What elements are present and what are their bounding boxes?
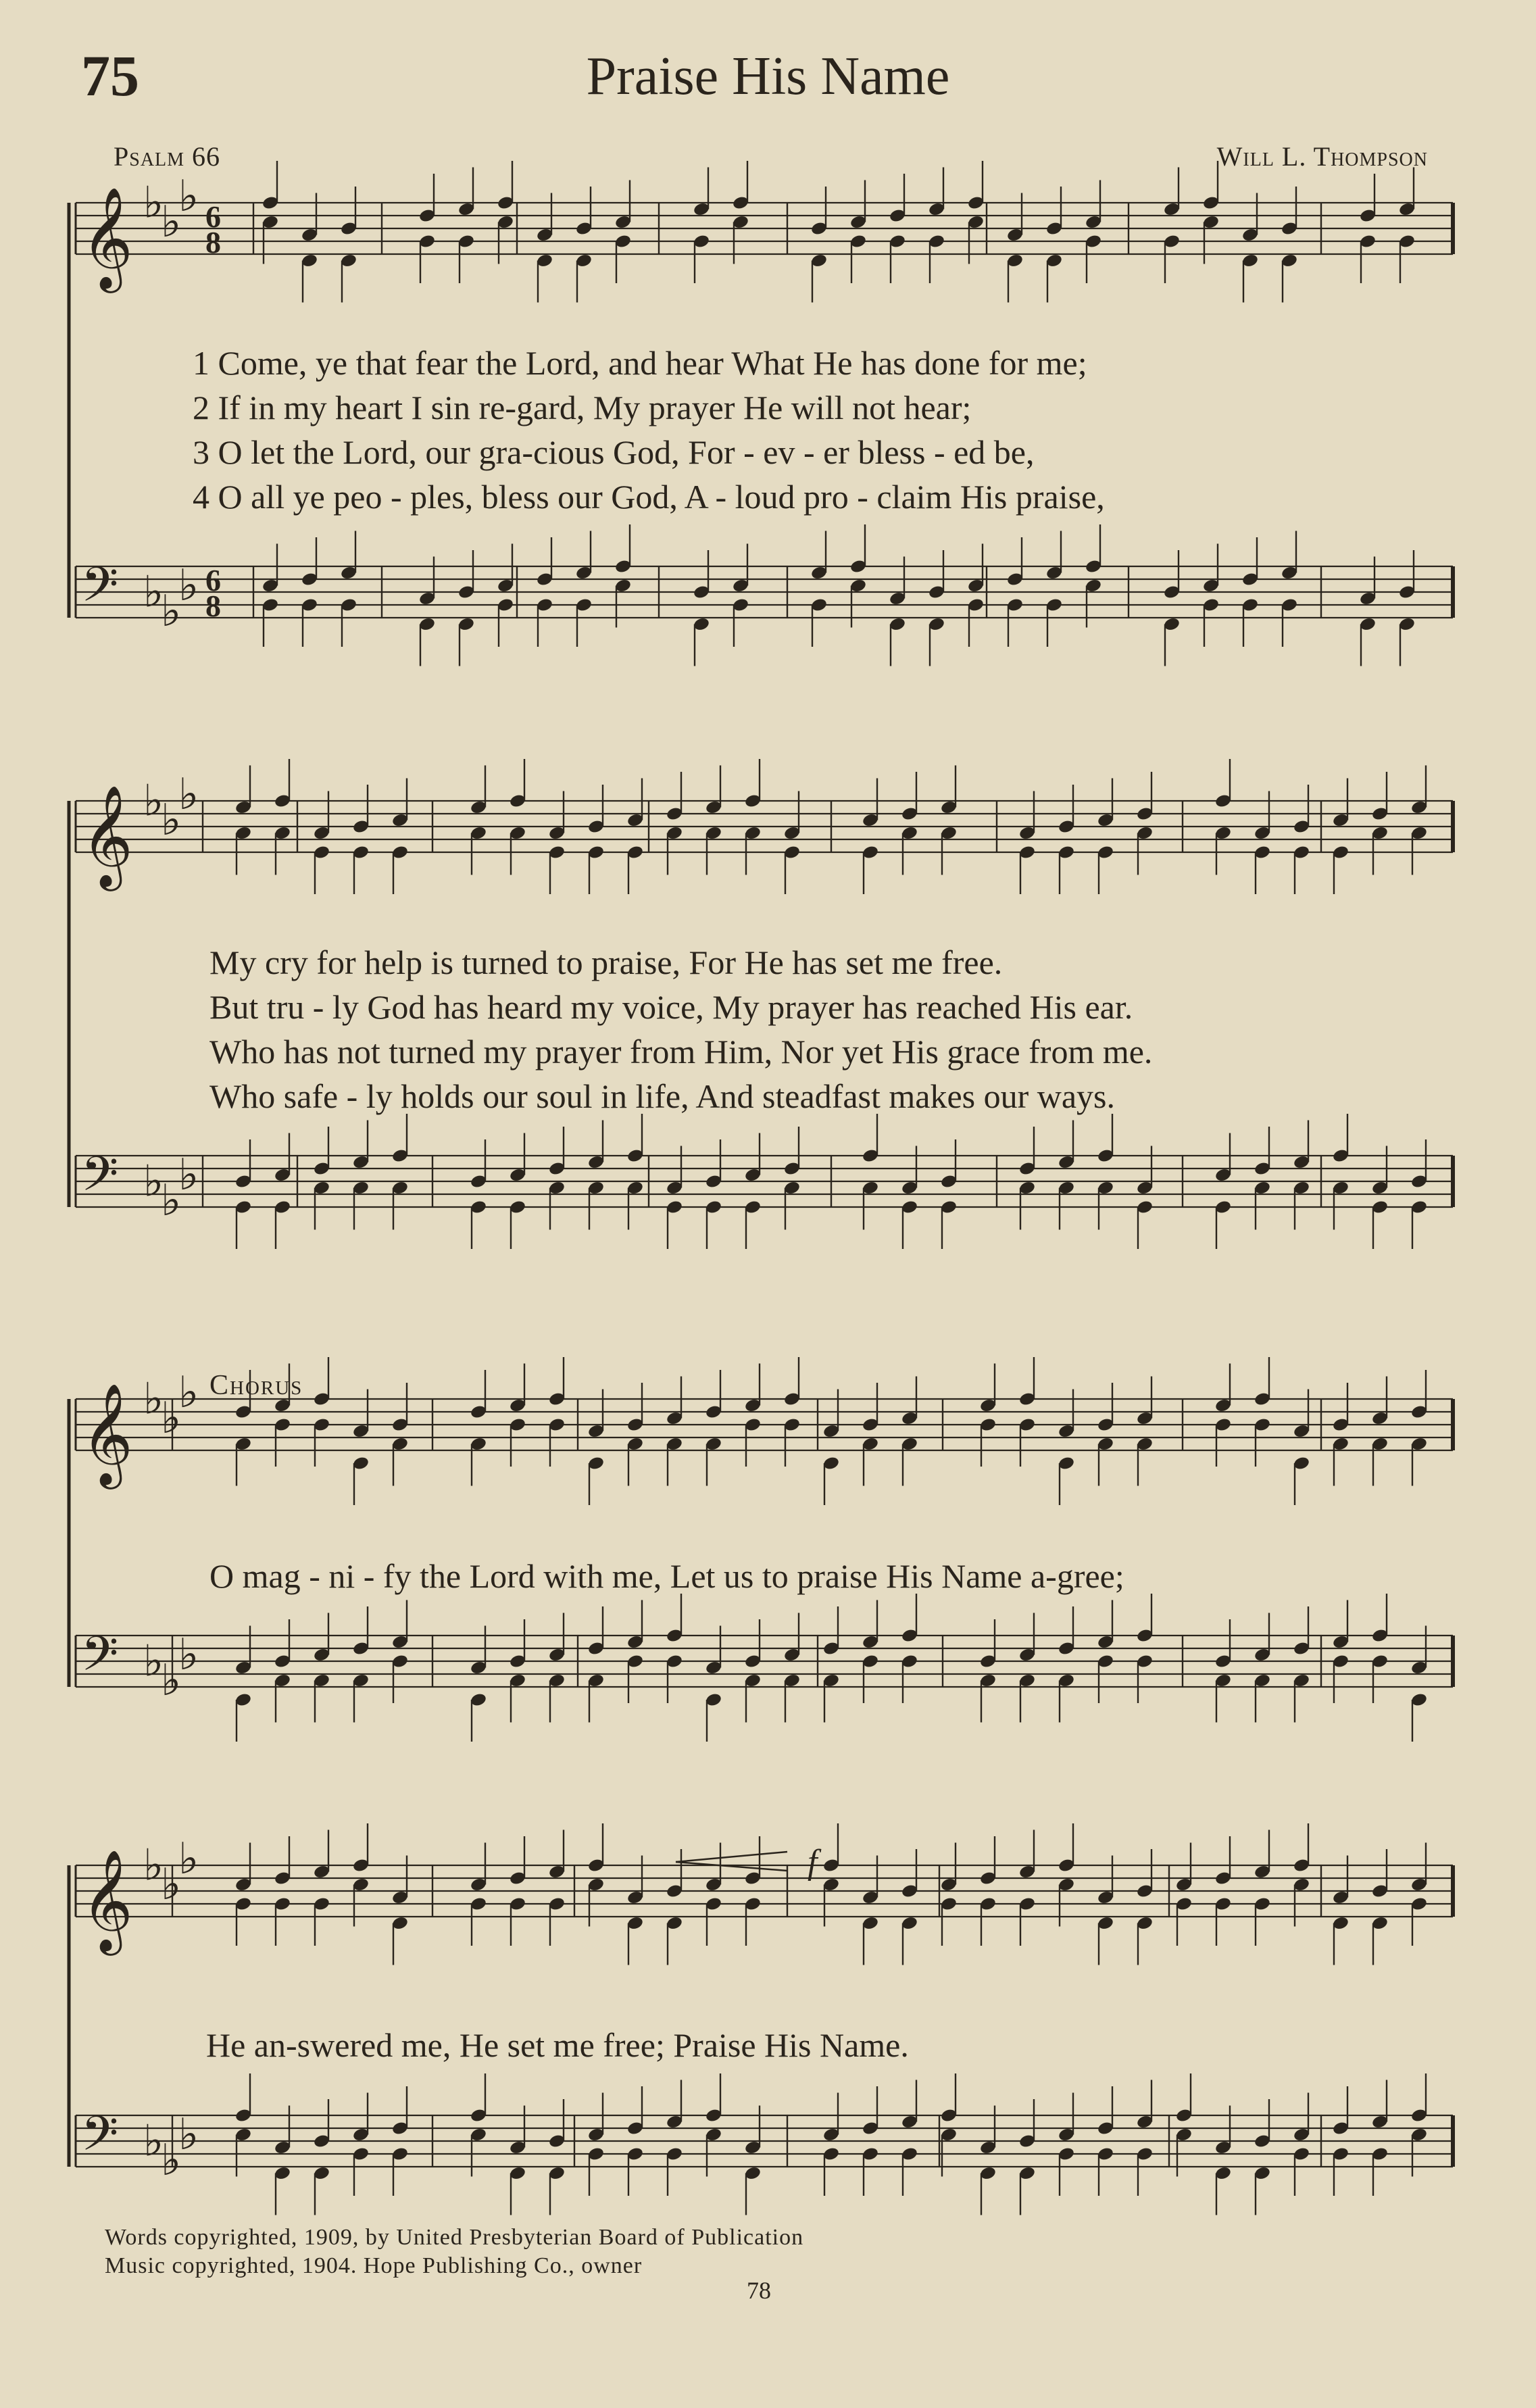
- hymn-title: Praise His Name: [586, 47, 950, 106]
- crescendo-hairpin: [676, 1862, 787, 1871]
- flat-sign-icon: ♭: [161, 795, 182, 845]
- flat-sign-icon: ♭: [178, 770, 199, 820]
- stanza-4-line-2: Who safe - ly holds our soul in life, And steadfast makes our ways.: [209, 1077, 1116, 1115]
- bass-clef-icon: 𝄢: [81, 557, 119, 624]
- treble-clef-icon: 𝄞: [81, 186, 133, 289]
- flat-sign-icon: ♭: [178, 1368, 199, 1418]
- treble-clef-icon: 𝄞: [81, 1382, 133, 1485]
- flat-sign-icon: ♭: [161, 587, 182, 637]
- time-signature-digit: 6: [205, 199, 221, 234]
- stanza-2-line-2: But tru - ly God has heard my voice, My prayer has reached His ear.: [209, 988, 1133, 1026]
- stanza-2-line-1: 2 If in my heart I sin re-gard, My prayer He will not hear;: [193, 389, 972, 426]
- flat-sign-icon: ♭: [143, 178, 164, 228]
- page-number: 78: [747, 2277, 771, 2304]
- treble-clef-icon: 𝄞: [81, 784, 133, 887]
- flat-sign-icon: ♭: [161, 1176, 182, 1226]
- words-source: Psalm 66: [114, 141, 221, 172]
- stanza-3-line-1: 3 O let the Lord, our gra-cious God, For - ev - er bless - ed be,: [193, 433, 1035, 471]
- flat-sign-icon: ♭: [161, 197, 182, 247]
- flat-sign-icon: ♭: [161, 1394, 182, 1444]
- bass-clef-icon: 𝄢: [81, 1146, 119, 1214]
- treble-clef-icon: 𝄞: [81, 1848, 133, 1951]
- chorus-line-1: O mag - ni - fy the Lord with me, Let us to praise His Name a-gree;: [209, 1557, 1124, 1595]
- flat-sign-icon: ♭: [143, 1374, 164, 1425]
- words-copyright: Words copyrighted, 1909, by United Presbyterian Board of Publication: [105, 2225, 804, 2250]
- flat-sign-icon: ♭: [143, 1156, 164, 1207]
- flat-sign-icon: ♭: [143, 1840, 164, 1891]
- flat-sign-icon: ♭: [178, 2110, 199, 2160]
- chorus-label: Chorus: [209, 1370, 303, 1401]
- stanza-3-line-2: Who has not turned my prayer from Him, Nor yet His grace from me.: [209, 1033, 1153, 1071]
- flat-sign-icon: ♭: [178, 561, 199, 611]
- flat-sign-icon: ♭: [143, 567, 164, 618]
- flat-sign-icon: ♭: [178, 1834, 199, 1884]
- flat-sign-icon: ♭: [178, 172, 199, 222]
- forte-mark: f: [808, 1843, 818, 1882]
- flat-sign-icon: ♭: [178, 1150, 199, 1200]
- bass-clef-icon: 𝄢: [81, 1626, 119, 1694]
- flat-sign-icon: ♭: [161, 1860, 182, 1910]
- composer-credit: Will L. Thompson: [1216, 141, 1428, 172]
- flat-sign-icon: ♭: [161, 1656, 182, 1706]
- flat-sign-icon: ♭: [178, 1630, 199, 1680]
- time-signature-digit: 8: [205, 225, 221, 260]
- flat-sign-icon: ♭: [143, 2116, 164, 2167]
- stanza-1-line-2: My cry for help is turned to praise, For He has set me free.: [209, 943, 1003, 981]
- chorus-line-2: He an-swered me, He set me free; Praise His Name.: [206, 2026, 909, 2064]
- time-signature-digit: 6: [205, 563, 221, 597]
- stanza-1-line-1: 1 Come, ye that fear the Lord, and hear What He has done for me;: [193, 344, 1087, 382]
- bass-clef-icon: 𝄢: [81, 2106, 119, 2173]
- hymn-number: 75: [81, 43, 139, 108]
- flat-sign-icon: ♭: [161, 2136, 182, 2186]
- music-copyright: Music copyrighted, 1904. Hope Publishing Co., owner: [105, 2253, 643, 2278]
- time-signature-digit: 8: [205, 589, 221, 623]
- flat-sign-icon: ♭: [143, 776, 164, 827]
- crescendo-hairpin: [676, 1852, 787, 1862]
- stanza-4-line-1: 4 O all ye peo - ples, bless our God, A - loud pro - claim His praise,: [193, 478, 1105, 516]
- flat-sign-icon: ♭: [143, 1636, 164, 1687]
